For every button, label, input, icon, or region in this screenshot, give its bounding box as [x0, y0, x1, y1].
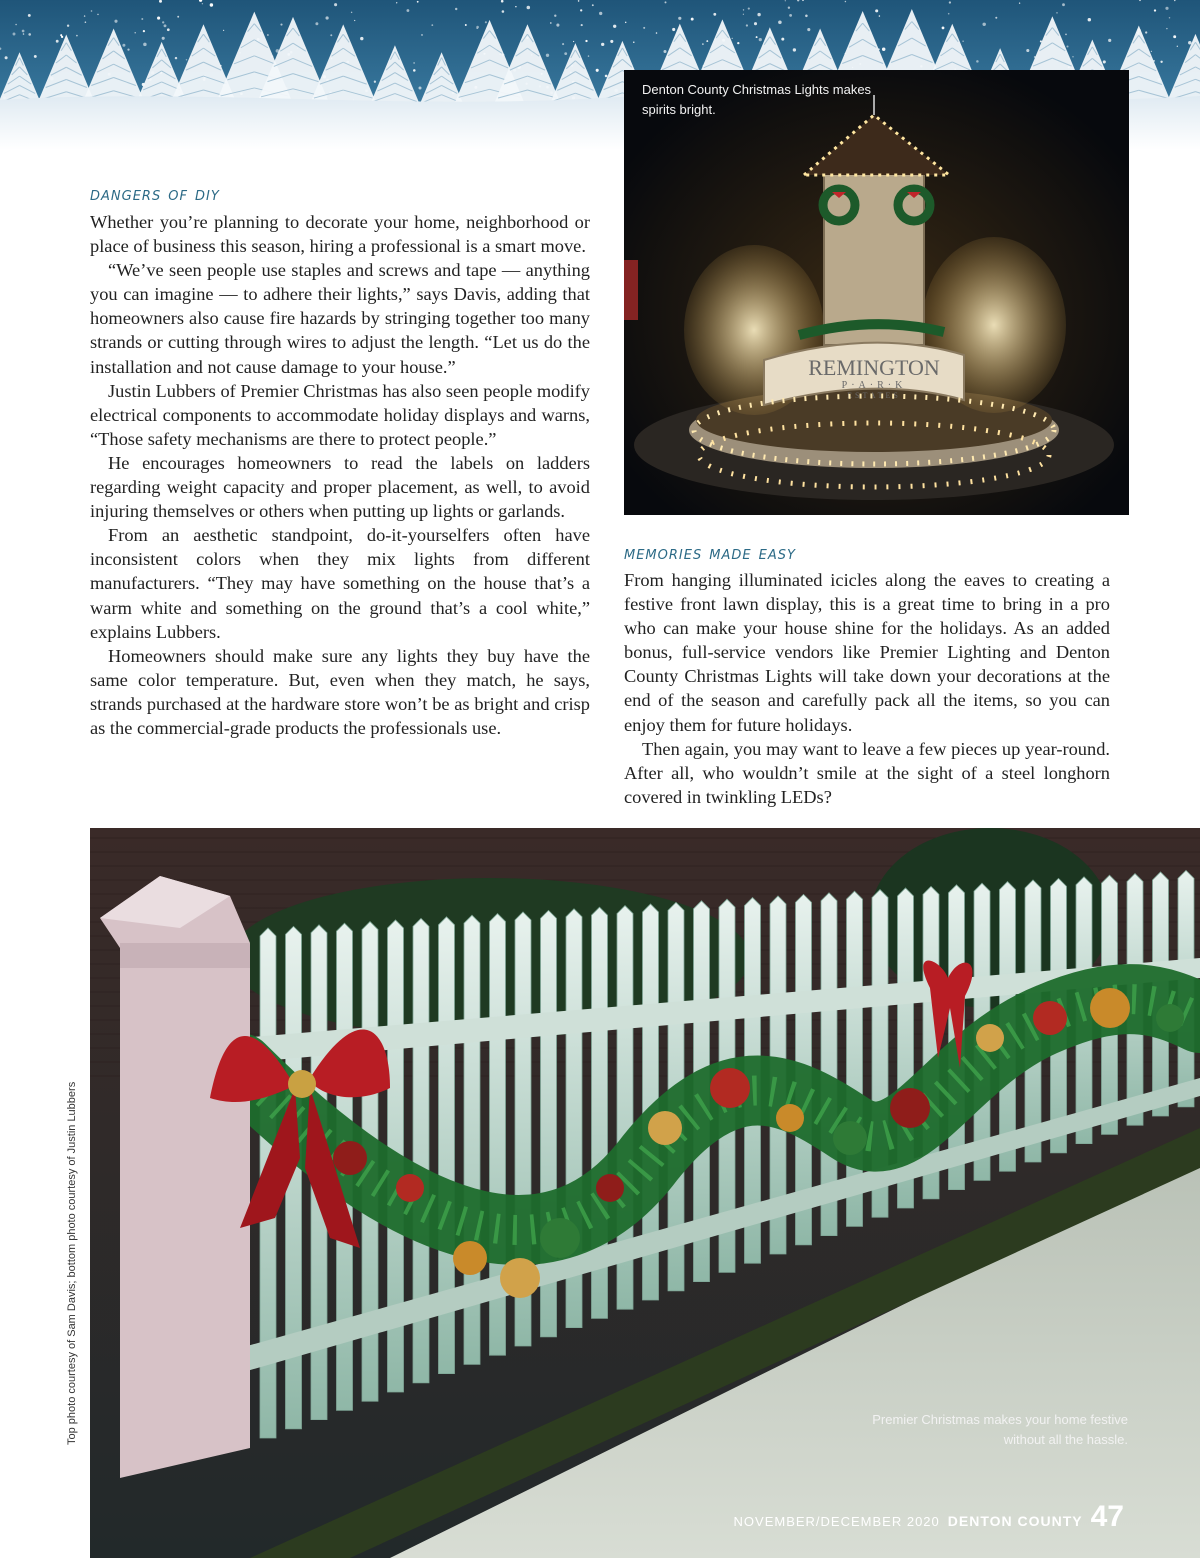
paragraph: He encourages homeowners to read the labels on ladders regarding weight capacity and proper placement, as well, to avoid injuring themselves or others when putting up lights or garlands.: [90, 452, 590, 522]
paragraph: Justin Lubbers of Premier Christmas has also seen people modify electrical components to accommodate holiday displays and warns, “Those safety mechanisms are there to protect people.”: [90, 380, 590, 449]
page-footer: [734, 1500, 1124, 1534]
top-photo-caption: Denton County Christmas Lights makes spirits bright.: [642, 82, 872, 117]
top-photo-remington-sign: [624, 70, 1129, 515]
sign-line1: REMINGTON: [808, 355, 940, 380]
paragraph: Whether you’re planning to decorate your home, neighborhood or place of business this season, hiring a professional is a smart move.: [90, 212, 590, 257]
paragraph: “We’ve seen people use staples and screws and tape — anything you can imagine — to adhere their lights,” says Davis, adding that homeowners also cause fire hazards by stringing together too many strands or cutting through wires to adjust the length. “Let us do the installation and not cause damage to your house.”: [90, 260, 590, 377]
paragraph: From an aesthetic standpoint, do-it-yourselfers often have inconsistent colors when they mix lights from different manufacturers. “They may have something on the house that’s a warm white and something on the ground that’s a cool white,” explains Lubbers.: [90, 525, 590, 642]
paragraph: From hanging illuminated icicles along the eaves to creating a festive front lawn display, this is a great time to bring in a pro who can make your house shine for the holidays. As an added bonus, full-service vendors like Premier Lighting and Denton County Christmas Lights will take down your decorations at the end of the season and carefully pack all the items, so you can enjoy them for future holidays.: [624, 570, 1110, 735]
section-heading-memories: memories made easy: [624, 542, 796, 564]
sign-line3: ESTATES: [847, 391, 901, 400]
section-heading-dangers: dangers of diy: [90, 183, 220, 205]
photo-credit: Top photo courtesy of Sam Davis; bottom photo courtesy of Justin Lubbers: [66, 1081, 78, 1445]
column-right-body: [624, 568, 1110, 809]
footer-magazine-name: DENTON COUNTY: [947, 1513, 1083, 1529]
paragraph: Then again, you may want to leave a few pieces up year-round. After all, who wouldn’t smile at the sight of a steel longhorn covered in twinkling LEDs?: [624, 738, 1110, 807]
bottom-photo-caption: Premier Christmas makes your home festive without all the hassle.: [872, 1412, 1128, 1447]
sign-line2: P·A·R·K: [841, 380, 907, 391]
paragraph: Homeowners should make sure any lights they buy have the same color temperature. But, even when they match, he says, strands purchased at the hardware store won’t be as bright and crisp as the commercial-grade products the professionals use.: [90, 645, 590, 738]
page-number: 47: [1090, 1500, 1124, 1533]
footer-issue: NOVEMBER/DECEMBER 2020: [733, 1514, 940, 1529]
column-left-body: [90, 210, 590, 740]
